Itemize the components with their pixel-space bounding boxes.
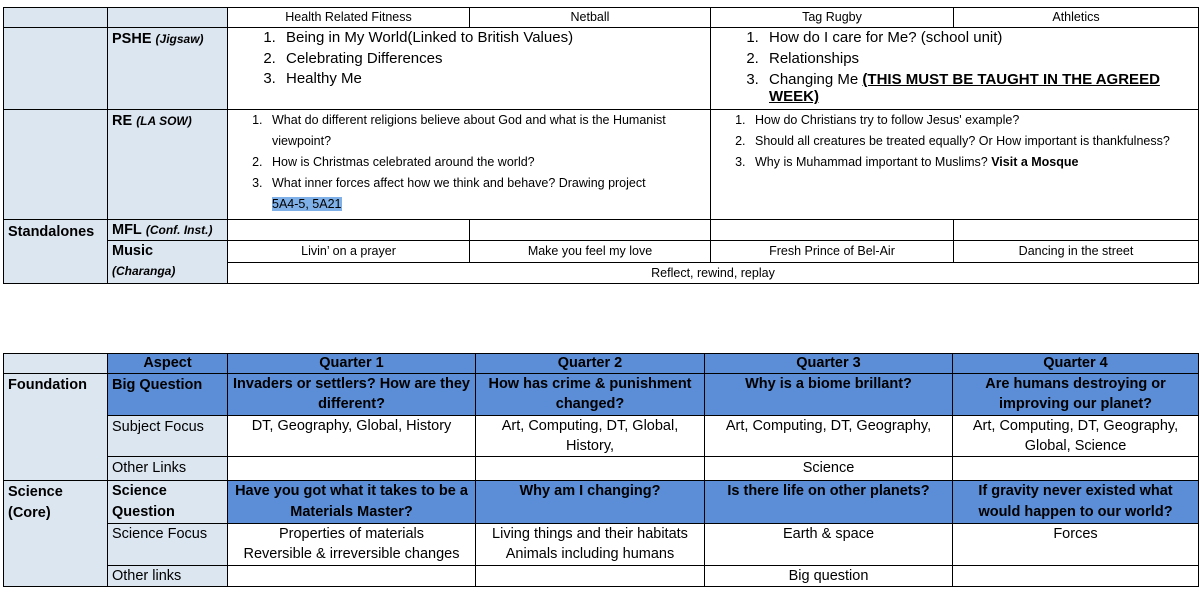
list-item: 1. What do different religions believe about God and what is the Humanist viewpoint? [266, 110, 706, 152]
quarter-4-header: Quarter 4 [953, 354, 1199, 374]
mfl-cell [711, 220, 954, 241]
mfl-label: MFL (Conf. Inst.) [108, 220, 228, 241]
blank-cell [4, 8, 108, 28]
highlighted-ref: 5A4-5, 5A21 [272, 197, 342, 211]
quarter-3-header: Quarter 3 [705, 354, 953, 374]
foundation-label: Foundation [4, 374, 108, 481]
other-links-q1 [228, 457, 476, 481]
standalones-label: Standalones [4, 220, 108, 284]
science-focus-q2: Living things and their habitats Animals including humans [476, 524, 705, 566]
big-question-label: Big Question [108, 374, 228, 416]
blank-cell [4, 28, 108, 110]
blank-cell [108, 8, 228, 28]
list-item: 1. How do Christians try to follow Jesus' example? [749, 110, 1194, 131]
science-other-links-q3: Big question [705, 566, 953, 587]
list-item: 2. Relationships [763, 49, 1194, 70]
mfl-cell [470, 220, 711, 241]
science-other-links-label: Other links [108, 566, 228, 587]
big-question-q1: Invaders or settlers? How are they different? [228, 374, 476, 416]
science-focus-q1: Properties of materials Reversible & irreversible changes [228, 524, 476, 566]
blank-cell [4, 110, 108, 220]
list-item: 2. Celebrating Differences [280, 49, 706, 70]
other-links-q4 [953, 457, 1199, 481]
science-other-links-q4 [953, 566, 1199, 587]
re-summer [711, 110, 1199, 220]
music-unit: Dancing in the street [954, 241, 1199, 263]
pe-header-1: Health Related Fitness [228, 8, 470, 28]
science-focus-label: Science Focus [108, 524, 228, 566]
other-links-label: Other Links [108, 457, 228, 481]
music-unit: Livin’ on a prayer [228, 241, 470, 263]
list-item: 3. Changing Me (THIS MUST BE TAUGHT IN THE AGREED WEEK) [763, 69, 1194, 105]
quarter-2-header: Quarter 2 [476, 354, 705, 374]
blank-cell [4, 354, 108, 374]
science-question-q1: Have you got what it takes to be a Materials Master? [228, 481, 476, 524]
science-focus-q3: Earth & space [705, 524, 953, 566]
pshe-autumn-spring [228, 28, 711, 110]
pe-header-3: Tag Rugby [711, 8, 954, 28]
list-item: 3. Why is Muhammad important to Muslims? Visit a Mosque [749, 152, 1194, 173]
other-links-q2 [476, 457, 705, 481]
mfl-cell [954, 220, 1199, 241]
curriculum-bottom-table [3, 353, 1199, 587]
science-other-links-q2 [476, 566, 705, 587]
list-item: 1. Being in My World(Linked to British Values) [280, 28, 706, 49]
pshe-label: PSHE (Jigsaw) [108, 28, 228, 110]
other-links-q3: Science [705, 457, 953, 481]
subject-focus-label: Subject Focus [108, 416, 228, 457]
science-question-q2: Why am I changing? [476, 481, 705, 524]
big-question-q3: Why is a biome brillant? [705, 374, 953, 416]
subject-focus-q2: Art, Computing, DT, Global, History, [476, 416, 705, 457]
mfl-cell [228, 220, 470, 241]
subject-focus-q1: DT, Geography, Global, History [228, 416, 476, 457]
science-question-q4: If gravity never existed what would happen to our world? [953, 481, 1199, 524]
music-unit: Fresh Prince of Bel-Air [711, 241, 954, 263]
re-autumn-spring [228, 110, 711, 220]
list-item: 1. How do I care for Me? (school unit) [763, 28, 1194, 49]
subject-focus-q3: Art, Computing, DT, Geography, [705, 416, 953, 457]
pe-header-2: Netball [470, 8, 711, 28]
list-item: 3. Healthy Me [280, 69, 706, 90]
music-label: Music (Charanga) [108, 241, 228, 284]
big-question-q4: Are humans destroying or improving our planet? [953, 374, 1199, 416]
science-focus-q4: Forces [953, 524, 1199, 566]
big-question-q2: How has crime & punishment changed? [476, 374, 705, 416]
quarter-1-header: Quarter 1 [228, 354, 476, 374]
science-label: Science (Core) [4, 481, 108, 587]
aspect-header: Aspect [108, 354, 228, 374]
music-all-year: Reflect, rewind, replay [228, 263, 1199, 284]
pe-header-4: Athletics [954, 8, 1199, 28]
music-unit: Make you feel my love [470, 241, 711, 263]
list-item: 2. How is Christmas celebrated around the world? [266, 152, 706, 173]
science-other-links-q1 [228, 566, 476, 587]
re-label: RE (LA SOW) [108, 110, 228, 220]
science-question-q3: Is there life on other planets? [705, 481, 953, 524]
curriculum-top-table [3, 7, 1199, 284]
list-item: 3. What inner forces affect how we think and behave? Drawing project 5A4-5, 5A21 [266, 173, 706, 215]
science-question-label: Science Question [108, 481, 228, 524]
list-item: 2. Should all creatures be treated equally? Or How important is thankfulness? [749, 131, 1194, 152]
subject-focus-q4: Art, Computing, DT, Geography, Global, Science [953, 416, 1199, 457]
pshe-summer [711, 28, 1199, 110]
